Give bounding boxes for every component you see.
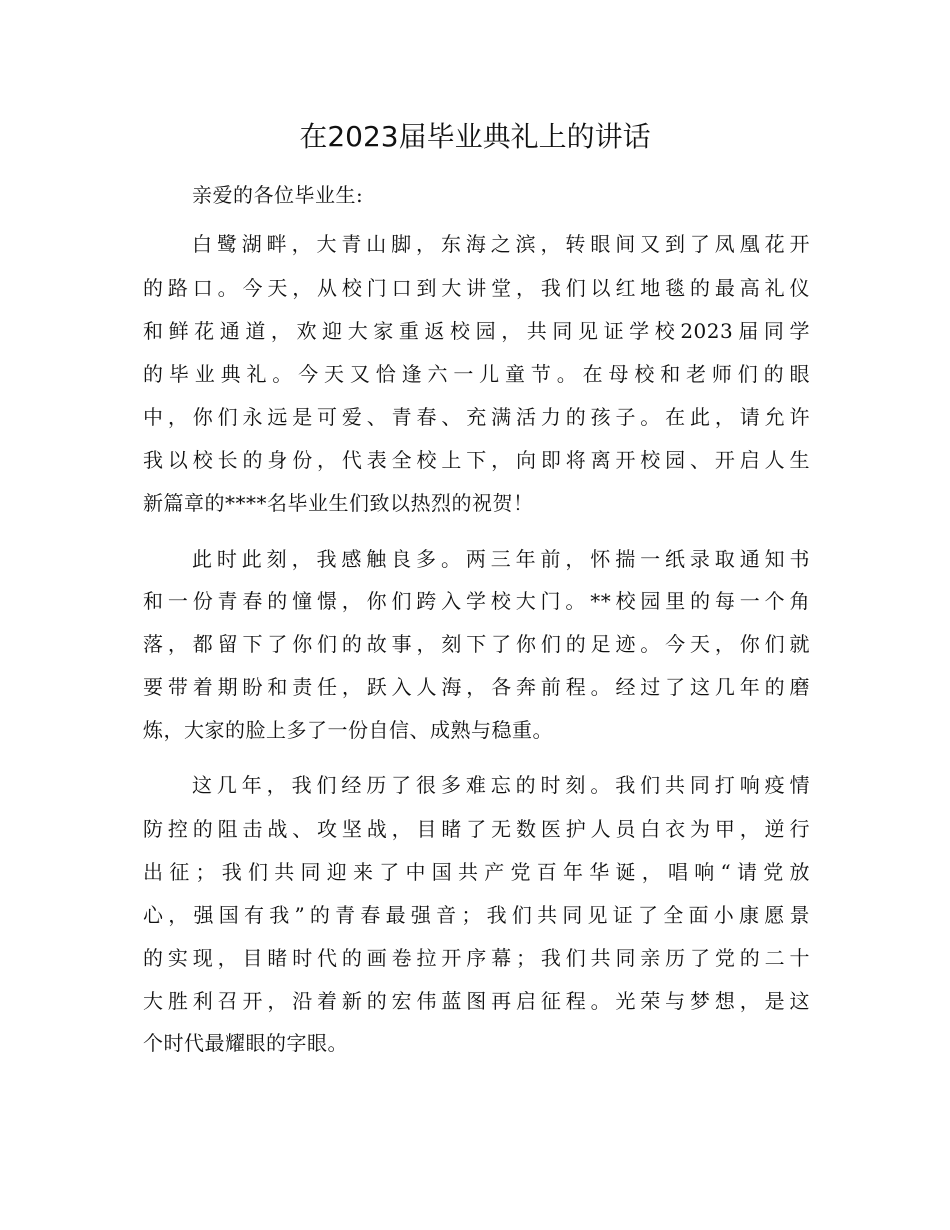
paragraph-line: 落，都留下了你们的故事，刻下了你们的足迹。今天，你们就 <box>143 632 810 656</box>
paragraph-line: 大胜利召开，沿着新的宏伟蓝图再启征程。光荣与梦想，是这 <box>143 989 810 1013</box>
paragraph-line: 的毕业典礼。今天又恰逢六一儿童节。在母校和老师们的眼 <box>143 362 810 386</box>
paragraph-line: 要带着期盼和责任，跃入人海，各奔前程。经过了这几年的磨 <box>143 675 810 699</box>
paragraph-line: 心，强国有我”的青春最强音；我们共同见证了全面小康愿景 <box>143 903 810 927</box>
paragraph-line: 出征；我们共同迎来了中国共产党百年华诞，唱响“请党放 <box>143 860 810 884</box>
paragraph-line: 个时代最耀眼的字眼。 <box>143 1031 348 1055</box>
document-title: 在2023届毕业典礼上的讲话 <box>299 120 651 153</box>
paragraph-line: 此时此刻，我感触良多。两三年前，怀揣一纸录取通知书 <box>192 547 810 571</box>
paragraph-line: 的路口。今天，从校门口到大讲堂，我们以红地毯的最高礼仪 <box>143 276 810 300</box>
paragraph-line: 和一份青春的憧憬，你们跨入学校大门。**校园里的每一个角 <box>143 589 810 613</box>
paragraph-line: 和鲜花通道，欢迎大家重返校园，共同见证学校2023届同学 <box>143 319 810 343</box>
paragraph-line: 我以校长的身份，代表全校上下，向即将离开校园、开启人生 <box>143 448 810 472</box>
paragraph-line: 炼，大家的脸上多了一份自信、成熟与稳重。 <box>143 718 553 742</box>
paragraph-line: 的实现，目睹时代的画卷拉开序幕；我们共同亲历了党的二十 <box>143 946 810 970</box>
paragraph-line: 中，你们永远是可爱、青春、充满活力的孩子。在此，请允许 <box>143 405 810 429</box>
paragraph-line: 防控的阻击战、攻坚战，目睹了无数医护人员白衣为甲，逆行 <box>143 817 810 841</box>
paragraph-line: 这几年，我们经历了很多难忘的时刻。我们共同打响疫情 <box>192 773 810 797</box>
paragraph-line: 新篇章的****名毕业生们致以热烈的祝贺！ <box>143 491 534 515</box>
paragraph-line: 白鹭湖畔，大青山脚，东海之滨，转眼间又到了凤凰花开 <box>192 232 810 256</box>
salutation: 亲爱的各位毕业生: <box>192 183 364 207</box>
